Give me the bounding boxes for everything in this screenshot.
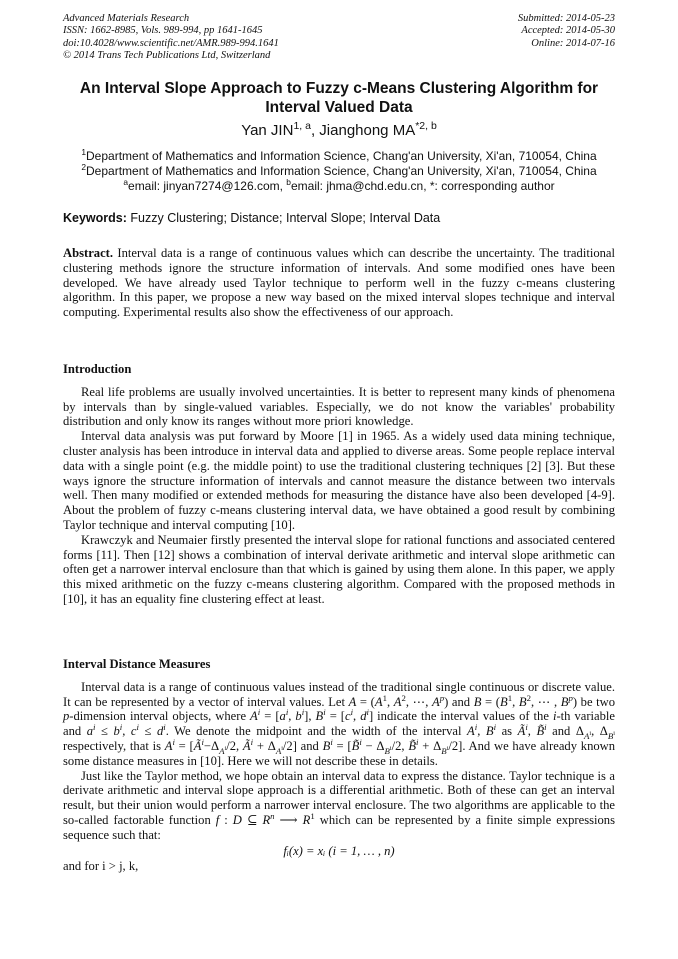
- paragraph: Just like the Taylor method, we hope obtain an interval data to express the distance. Taylor technique is a derivate arithmetic and interval slope approach is a differential arithmetic. Both of these can get an interval result, but their union would perform a narrower interval enclosure. The two algorithms are applicable to the so-called factorable function f : D ⊆ $R^n$ ⟶ $R^1$ which can be represented by a finite simple expressions sequence such that:: [63, 768, 615, 842]
- paragraph: Krawczyk and Neumaier firstly presented the interval slope for rational functions and associated centered forms [11]. Then [12] shows a combination of interval derivate arithmetic and interval slope arithmetic can often get a narrower interval enclosure than that which is gained by using them alone. In this paper, we apply this mixed arithmetic on the fuzzy c-means clustering algorithm. Compared with the proposed methods in [10], it has an equality fine clustering effect at least.: [63, 532, 615, 606]
- journal-issn: ISSN: 1662-8985, Vols. 989-994, pp 1641-1645: [63, 25, 263, 37]
- abstract-text: Interval data is a range of continuous values which can describe the uncertainty. The traditional clustering methods ignore the structure information of intervals. And some modified ones have been developed. We have already used Taylor technique to perform well in the fuzzy c-means clustering algorithm. In this paper, we propose a new way based on the mixed interval slopes technique and interval computing. Experimental results also show the effectiveness of our approach.: [63, 246, 615, 320]
- journal-doi: doi:10.4028/www.scientific.net/AMR.989-994.1641: [63, 37, 279, 49]
- accepted-date: Accepted: 2014-05-30: [521, 25, 615, 37]
- publication-dates: [518, 13, 615, 50]
- paragraph: Interval data is a range of continuous values instead of the traditional single continuous or discrete value. It can be represented by a vector of interval values. Let $A = (A^1$, $A^2$, ⋯, $A^p$) and $B = (B^1$, $B^2$, ⋯ , $B^p$) be two p-dimension interval objects, where $A^i = [a^i$, $b^i$], $B^i = [c^i$, $d^i$] indicate the interval values of the i-th variable and $a^i \le b^i$, $c^i \le d^i$. We denote the midpoint and the width of the interval $A^i$, $B^i$ as $Ã^i$, B̃$^i$ and $\Delta_{A^i}$, $\Delta_{B^i}$ respectively, that is $A^i$ = [$Ã^i-\Delta_{A^i}/2$, $Ã^i + \Delta_{A^i}/2$] and $B^i$ = [B̃$^i$ − $\Delta_{B^i}/2$, B̃$^i$ + $\Delta_{B^i}/2$]. And we have already known some distance measures in [10]. Here we will not describe these in details.: [63, 679, 616, 768]
- introduction-section: [63, 362, 615, 607]
- paper-title: An Interval Slope Approach to Fuzzy c-Means Clustering Algorithm for Interval Valued Data: [79, 80, 599, 116]
- paragraph: and for i > j, k,: [63, 859, 139, 874]
- paragraph: Interval data analysis was put forward by Moore [1] in 1965. As a widely used data mining technique, cluster analysis has been introduce in interval data and applied to diverse areas. Some people replace interval data with a single point (e.g. the middle point) to use the traditional clustering techniques [2] [3]. But these ways ignore the structure information of intervals and cannot measure the distance between two intervals well. Then many modified or extended methods for measuring the distance have also been developed [4-9]. About the problem of fuzzy c-means clustering interval data, we have obtained a good result by combining Taylor technique and interval computing [10].: [63, 429, 615, 532]
- journal-name: Advanced Materials Research: [63, 13, 190, 24]
- paragraph: Real life problems are usually involved uncertainties. It is better to represent many kinds of phenomena by intervals than by single-valued variables. Especially, we do not know the variables' probability distribution and only know its ranges without more priori knowledge.: [63, 384, 615, 429]
- keywords: [63, 211, 623, 225]
- submitted-date: Submitted: 2014-05-23: [517, 13, 615, 24]
- section-heading: Introduction: [63, 362, 132, 376]
- keywords-label: Keywords:: [63, 211, 127, 225]
- abstract-label: Abstract.: [63, 246, 114, 260]
- abstract: [63, 246, 615, 320]
- online-date: Online: 2014-07-16: [531, 37, 615, 49]
- keywords-text: Fuzzy Clustering; Distance; Interval Slope; Interval Data: [126, 211, 441, 225]
- section-heading: Interval Distance Measures: [63, 657, 211, 671]
- emails: $^a$email: jinyan7274@126.com, $^b$email: jhma@chd.edu.cn, *: corresponding author: [123, 177, 555, 193]
- equation: fᵢ(x) = xᵢ (i = 1, … , n): [283, 843, 395, 858]
- author-line: Yan JIN$^{1, a}$, Jianghong MA$^{*2, b}$: [241, 120, 437, 139]
- affiliation-2: $^2$Department of Mathematics and Information Science, Chang'an University, Xi'an, 710054, China: [81, 162, 597, 178]
- author-1: Yan JIN: [241, 122, 294, 139]
- affiliation-1: $^1$Department of Mathematics and Information Science, Chang'an University, Xi'an, 710054, China: [81, 147, 597, 163]
- author-2: Jianghong MA: [319, 122, 416, 139]
- journal-copyright: © 2014 Trans Tech Publications Ltd, Switzerland: [63, 50, 271, 62]
- journal-header: [63, 13, 279, 63]
- affiliations: [40, 149, 638, 194]
- distance-section: [63, 657, 615, 874]
